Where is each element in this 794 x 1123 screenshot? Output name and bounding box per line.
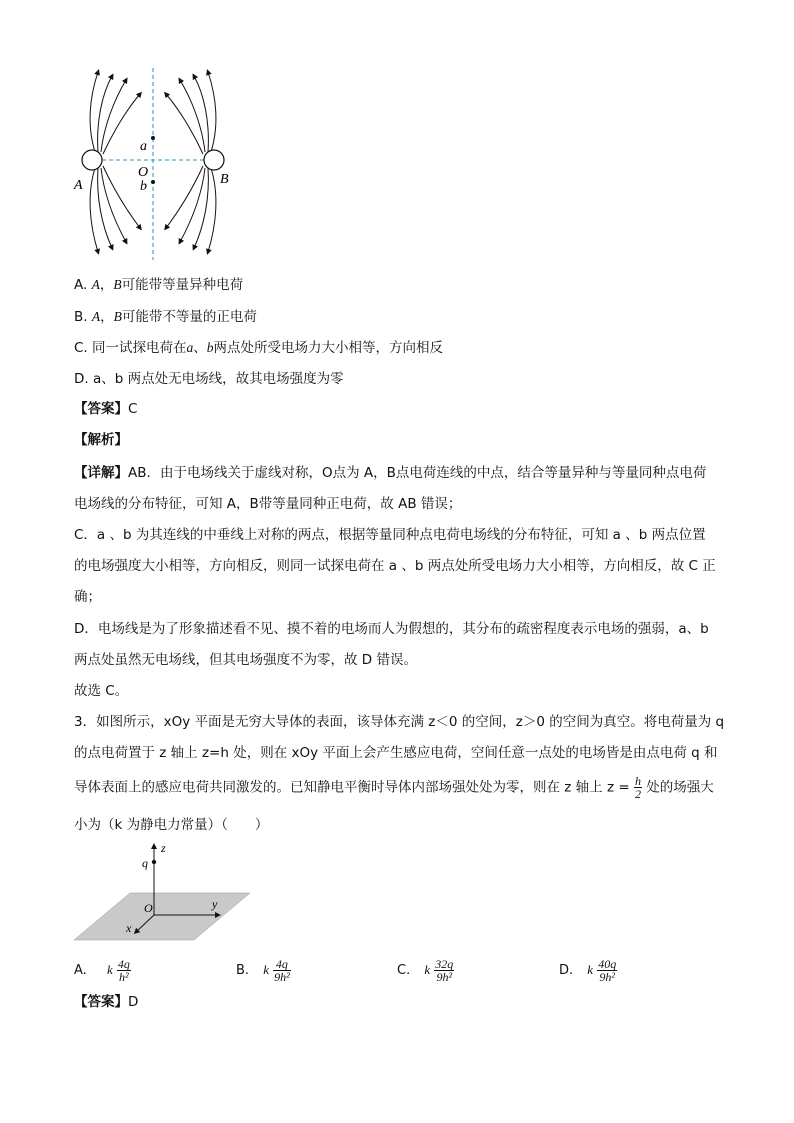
question3-line-1: 3．如图所示，xOy 平面是无穷大导体的表面，该导体充满 z＜0 的空间，z＞0 的空间为真空。将电荷量为 q [74,714,725,730]
point-a [151,136,155,140]
label-x: x [126,921,132,935]
answer-q2: 【答案】C [74,401,138,417]
analysis-label: 【解析】 [74,432,128,448]
label-b: b [140,179,147,194]
answer-q3: 【答案】D [74,994,139,1010]
analysis-line-7: 两点处虽然无电场线，但其电场强度不为零，故 D 错误。 [74,652,417,668]
point-charge-q [152,860,156,864]
option-q3-A: A. k $\frac{4q}{\text{h²}}$ [74,957,130,984]
option-q3-B: B. k $\frac{4q}{\text{9h²}}$ [236,957,290,984]
option-q3-C: C. k $\frac{32q}{\text{9h²}}$ [397,957,454,984]
charge-A [82,150,102,170]
analysis-line-2: 电场线的分布特征，可知 A，B带等量同种正电荷，故 AB 错误； [74,496,462,512]
coordinate-plane-figure [70,840,256,946]
analysis-line-5: 确； [74,589,101,605]
conductor-plane [74,893,250,940]
question3-line-3: 导体表面上的感应电荷共同激发的。已知静电平衡时导体内部场强处处为零，则在 z 轴上 z = $\frac{h}{2}$ 处的场强大 [74,774,714,801]
analysis-line-3: C．a 、b 为其连线的中垂线上对称的两点，根据等量同种点电荷电场线的分布特征，可知 a 、b 两点位置 [74,527,706,543]
option-q3-D: D. k $\frac{40q}{\text{9h²}}$ [559,957,617,984]
question3-line-4: 小为（k 为静电力常量）（ ） [74,817,269,833]
label-O: O [138,165,149,180]
fraction-h-over-2: $\frac{h}{2}$ [634,774,641,801]
option-q2-A: A. A，B可能带等量异种电荷 [74,277,244,293]
field-lines-figure [70,66,250,262]
label-A: A [74,178,83,193]
label-B: B [220,172,229,187]
label-q: q [142,856,148,870]
analysis-line-4: 的电场强度大小相等，方向相反，则同一试探电荷在 a 、b 两点处所受电场力大小相等，方向相反，故 C 正 [74,558,716,574]
label-a: a [140,139,147,154]
option-q2-D: D. a、b 两点处无电场线，故其电场强度为零 [74,371,344,387]
label-O2: O [144,901,153,915]
point-b [151,180,155,184]
label-z: z [161,841,166,855]
label-y: y [212,897,218,911]
question3-line-2: 的点电荷置于 z 轴上 z=h 处，则在 xOy 平面上会产生感应电荷，空间任意一点处的电场皆是由点电荷 q 和 [74,745,718,761]
option-q2-B: B. A，B可能带不等量的正电荷 [74,309,257,325]
charge-B [204,150,224,170]
analysis-line-1: 【详解】AB．由于电场线关于虚线对称，O点为 A，B点电荷连线的中点，结合等量异种与等量同种点电荷 [74,465,707,481]
analysis-conclusion: 故选 C。 [74,683,129,699]
analysis-line-6: D．电场线是为了形象描述看不见、摸不着的电场而人为假想的，其分布的疏密程度表示电场的强弱，a、b [74,621,709,637]
option-q2-C: C. 同一试探电荷在a、b两点处所受电场力大小相等，方向相反 [74,340,444,356]
